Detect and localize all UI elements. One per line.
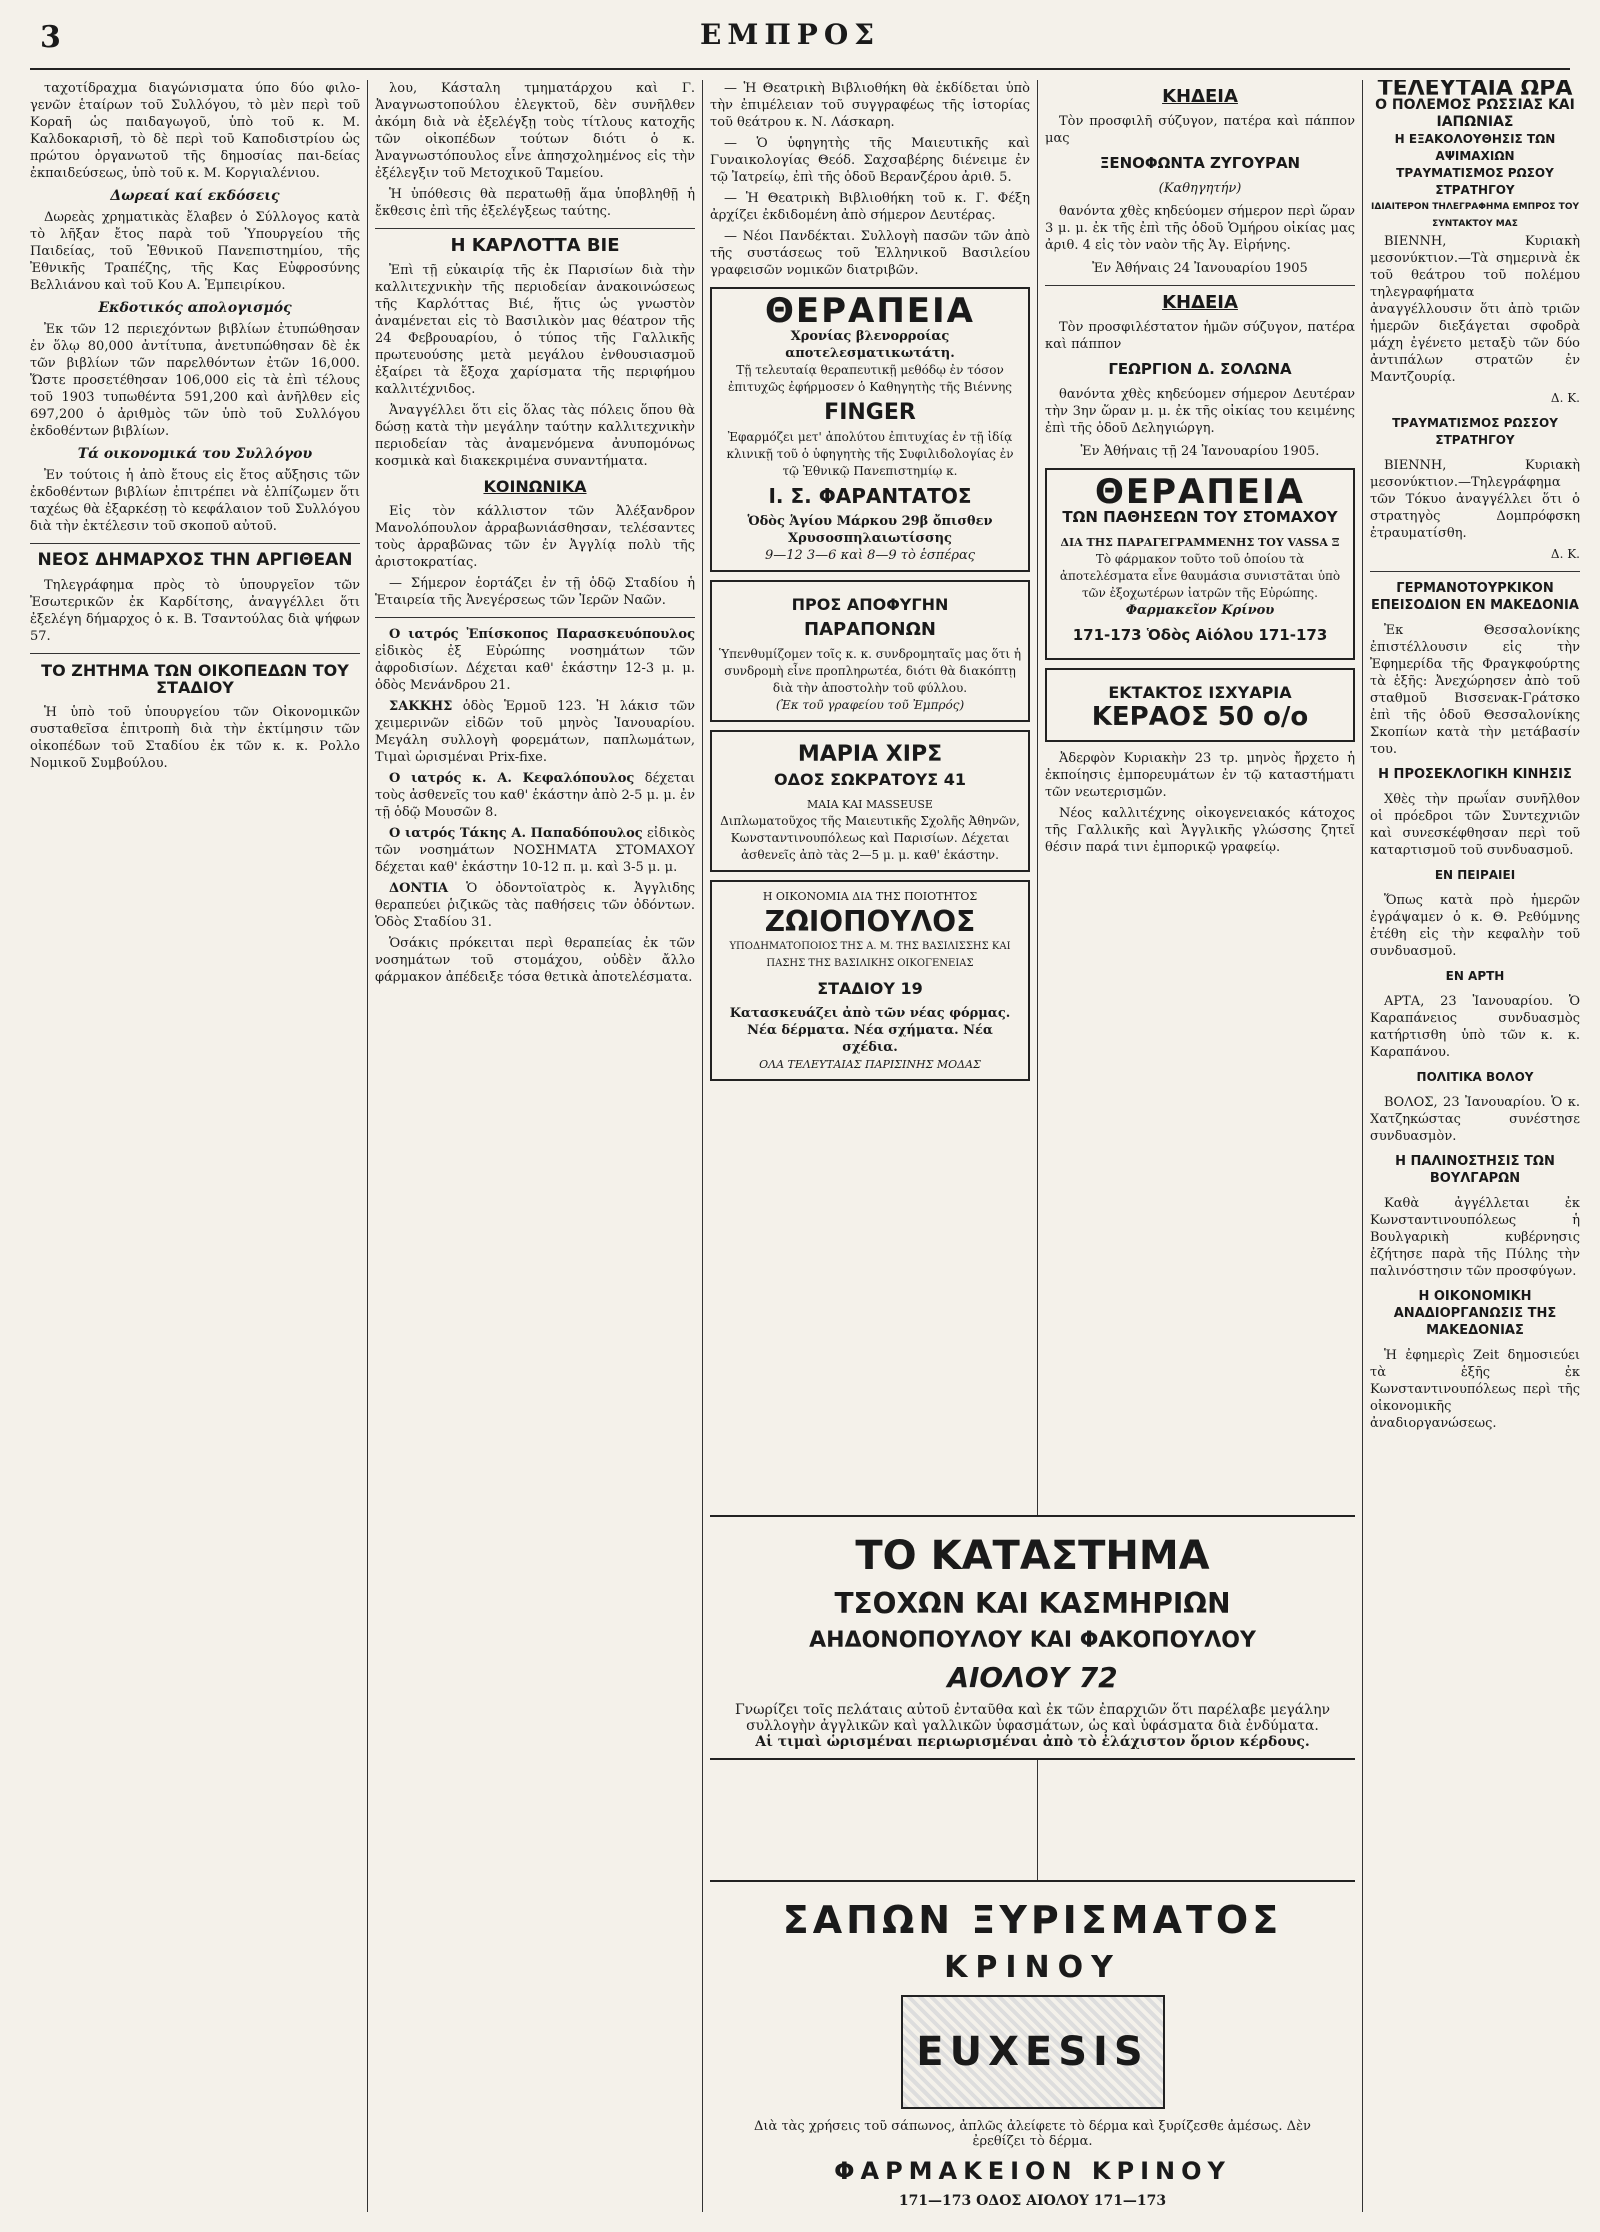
- notice-name: ΞΕΝΟΦΩΝΤΑ ΖΥΓΟΥΡΑΝ: [1099, 154, 1301, 172]
- advertisement-notice: ΠΡΟΣ ΑΠΟΦΥΓΗΝ ΠΑΡΑΠΟΝΩΝ Ὑπενθυμίζομεν τοῖς κ. κ. συνδρομηταῖς μας ὅτι ἡ συνδρομὴ εἶνε προπληρωτέα, διότι θὰ διακόπτῃ διὰ τὴν ἀποστολὴν τοῦ φύλλου. (Ἐκ τοῦ γραφείου τοῦ Ἐμπρός): [710, 580, 1030, 722]
- notice-date: Ἐν Ἀθήναις 24 Ἰανουαρίου 1905: [1092, 261, 1308, 276]
- column-1: [30, 80, 360, 2212]
- article-paragraph: ταχοτίδραχμα διαγώνισματα ύπο δύο φιλο-γενῶν ἑταίρων τοῦ Συλλόγου, τὸ μὲν περὶ τοῦ Κοραῆ ὡς παιδαγωγοῦ, ὑπὸ τοῦ κ. Μ. Καλδοκαρισῆ, τὸ δὲ περὶ τοῦ Καποδιστρίου ὡς πρώτου ὀργανωτοῦ τῆς δημοσίας παι-δείας ἐκπαιδεύσεως, ὑπὸ τοῦ κ. Μ. Κοργιαλένιου.: [30, 81, 360, 181]
- article-headline: ΕΝ ΠΕΙΡΑΙΕΙ: [1434, 868, 1516, 882]
- classified-ad: Ο ιατρός κ. Α. Κεφαλόπουλος δέχεται τοὺς ἀσθενεῖς του καθ' ἑκάστην ἀπὸ 2-5 μ. μ. ἐν τῇ ὁδῷ Μουσῶν 8.: [375, 771, 695, 820]
- notice-paragraph: Τὸν προσφιλῆ σύζυγον, πατέρα καὶ πάππον μας: [1045, 114, 1355, 146]
- notice-name: ΓΕΩΡΓΙΟΝ Δ. ΣΟΛΩΝΑ: [1108, 360, 1292, 378]
- classified-ad: Ο ιατρός Ἐπίσκοπος Παρασκευόπουλος εἰδικὸς ἐξ Εὐρώπης νοσημάτων τῶν ἀφροδισίων. Δέχεται καθ' ἑκάστην 12-3 μ. μ. ὁδὸς Μενάνδρου 21.: [375, 627, 695, 693]
- signature: Δ. Κ.: [1550, 547, 1580, 561]
- article-paragraph: Ἡ ὑπόθεσις θὰ περατωθῇ ἅμα ὑποβληθῇ ἡ ἔκθεσις ἐπὶ τῆς ἐξελέγξεως ταύτης.: [375, 187, 695, 219]
- article-headline: ΠΟΛΙΤΙΚΑ ΒΟΛΟΥ: [1416, 1070, 1534, 1084]
- notice-paragraph: Τὸν προσφιλέστατον ἡμῶν σύζυγον, πατέρα καὶ πάππον: [1045, 320, 1355, 352]
- notice-paragraph: θανόντα χθὲς κηδεύομεν σήμερον Δευτέραν τὴν 3ην ὥραν μ. μ. ἐκ τῆς οἰκίας του κειμένης ἐπὶ τῆς ὁδοῦ Δεληγιώργη.: [1045, 387, 1355, 436]
- article-paragraph: Ἀδερφὸν Κυριακὴν 23 τρ. μηνὸς ἤρχετο ἡ ἐκποίησις ἐμπορευμάτων ἐν τῷ καταστήματι τῶν νεωτερισμῶν.: [1045, 751, 1355, 800]
- column-divider: [702, 80, 703, 2212]
- advertisement-stomach: ΘΕΡΑΠΕΙΑ ΤΩΝ ΠΑΘΗΣΕΩΝ ΤΟΥ ΣΤΟΜΑΧΟΥ ΔΙΑ ΤΗΣ ΠΑΡΑΓΕΓΡΑΜΜΕΝΗΣ ΤΟΥ VASSA Ξ Τὸ φάρμακον τοῦτο τοῦ ὁποίου τὰ ἀποτελέσματα εἶνε θαυμάσια συνιστᾶται ὑπὸ τῶν ἐξοχωτέρων ἰατρῶν τῆς Εὐρώπης. Φαρμακεῖον Κρίνου 171-173 Ὁδὸς Αἰόλου 171-173: [1045, 468, 1355, 660]
- advertisement-shaving-soap: ΣΑΠΩΝ ΞΥΡΙΣΜΑΤΟΣ ΚΡΙΝΟΥ EUXESIS Διὰ τὰς χρήσεις τοῦ σάπωνος, ἀπλῶς ἀλείφετε τὸ δέρμα καὶ ξυρίζεσθε ἀμέσως. Δὲν ἐρεθίζει τὸ δέρμα. ΦΑΡΜΑΚΕΙΟΝ ΚΡΙΝΟΥ 171—173 ΟΔΟΣ ΑΙΟΛΟΥ 171—173: [710, 1880, 1355, 2217]
- article-paragraph: — Ὁ ὑφηγητὴς τῆς Μαιευτικῆς καὶ Γυναικολογίας Θεόδ. Σαχσαβέρης διένειμε ἐν τῷ Ἰατρείῳ, ἐπὶ τῆς ὁδοῦ Βερανζέρου ἀριθ. 5.: [710, 136, 1030, 185]
- article-paragraph: λου, Κάσταλη τμηματάρχου καὶ Γ. Ἀναγνωστοπούλου ἐλεγκτοῦ, δὲν συνῆλθεν ἀκόμη διὰ νὰ ἐξελέγξῃ τοὺς τίτλους κατοχῆς τῶν οἰκοπέδων τούτων διότι ὁ κ. Ἀναγνωστόπουλος εἶνε ἀπησχολημένος εἰς τὴν ἐξέλεγξιν τοῦ Μετοχικοῦ Ταμείου.: [375, 81, 695, 181]
- notice-heading: ΚΗΔΕΙΑ: [1162, 86, 1238, 107]
- column-5: [1370, 80, 1580, 2212]
- advertisement-midwife: ΜΑΡΙΑ ΧΙΡΣ ΟΔΟΣ ΣΩΚΡΑΤΟΥΣ 41 ΜΑΙΑ ΚΑΙ MASSEUSE Διπλωματοῦχος τῆς Μαιευτικῆς Σχολῆς Ἀθηνῶν, Κωνσταντινουπόλεως καὶ Παρισίων. Δέχεται ἀσθενεῖς ἀπὸ τὰς 2—5 μ. μ. καθ' ἑκάστην.: [710, 730, 1030, 872]
- column-2: [375, 80, 695, 2212]
- article-paragraph: Ἀναγγέλλει ὅτι εἰς ὅλας τὰς πόλεις ὅπου θὰ δώσῃ κατὰ τὴν μεγάλην ταύτην καλλιτεχνικὴν περιοδείαν τὰς ἀναμενόμενα ἀνυπομόνως κοσμικὰ καὶ διακεκριμένα συναντήματα.: [375, 403, 695, 469]
- article-headline: Η ΠΡΟΣΕΚΛΟΓΙΚΗ ΚΙΝΗΣΙΣ: [1378, 767, 1572, 782]
- advertisement-fabric-store: ΤΟ ΚΑΤΑΣΤΗΜΑ ΤΣΟΧΩΝ ΚΑΙ ΚΑΣΜΗΡΙΩΝ ΑΗΔΟΝΟΠΟΥΛΟΥ ΚΑΙ ΦΑΚΟΠΟΥΛΟΥ ΑΙΟΛΟΥ 72 Γνωρίζει τοῖς πελάταις αὐτοῦ ἐνταῦθα καὶ ἐκ τῶν ἐπαρχιῶν ὅτι παρέλαβε μεγάλην συλλογὴν ἀγγλικῶν καὶ γαλλικῶν ὑφασμάτων, ὡς καὶ ὑφάσματα διὰ ἐνδύματα. Αἱ τιμαὶ ὡρισμέναι περιωρισμέναι ἀπὸ τὸ ἐλάχιστον ὅριον κέρδους.: [710, 1515, 1355, 1760]
- article-paragraph: Εἰς τὸν κάλλιστον τῶν Ἀλέξανδρον Μανολόπουλον ἀρραβωνιάσθησαν, τελέσαντες τοὺς ἀρραβῶνας τῶν ἐν Ἀγγλίᾳ πολὺ τῆς ἀριστοκρατίας.: [375, 504, 695, 570]
- article-paragraph: ΒΙΕΝΝΗ, Κυριακὴ μεσονύκτιον.—Τηλεγράφημα τῶν Τόκυο ἀναγγέλλει ὅτι ὁ στρατηγὸς Δομπρόφσκη ἐτραυματίσθη.: [1370, 458, 1580, 541]
- article-headline: ΓΕΡΜΑΝΟΤΟΥΡΚΙΚΟΝ ΕΠΕΙΣΟΔΙΟΝ ΕΝ ΜΑΚΕΔΟΝΙΑ: [1371, 581, 1579, 613]
- article-headline: ΕΝ ΑΡΤΗ: [1445, 969, 1505, 983]
- banner-headline: Η ΕΞΑΚΟΛΟΥΘΗΣΙΣ ΤΩΝ ΑΨΙΜΑΧΙΩΝ: [1394, 132, 1556, 163]
- page-number: 3: [40, 20, 61, 55]
- article-headline: ΤΟ ΖΗΤΗΜΑ ΤΩΝ ΟΙΚΟΠΕΔΩΝ ΤΟΥ ΣΤΑΔΙΟΥ: [41, 661, 349, 697]
- divider: [375, 228, 695, 229]
- article-headline: ΤΡΑΥΜΑΤΙΣΜΟΣ ΡΩΣΣΟΥ ΣΤΡΑΤΗΓΟΥ: [1392, 416, 1558, 447]
- banner-headline: Ο ΠΟΛΕΜΟΣ ΡΩΣΣΙΑΣ ΚΑΙ ΙΑΠΩΝΙΑΣ: [1375, 97, 1575, 130]
- advertisement-therapy: ΘΕΡΑΠΕΙΑ Χρονίας βλενορροίας αποτελεσματικωτάτη. Τῇ τελευταίᾳ θεραπευτικῇ μεθόδῳ ἐν τόσον ἐπιτυχῶς ἐφήρμοσεν ὁ Καθηγητὴς τῆς Βιέννης FINGER Ἐφαρμόζει μετ' ἀπολύτου ἐπιτυχίας ἐν τῇ ἰδίᾳ κλινικῇ τοῦ ὁ ὑφηγητὴς τῆς Συφιλιδολογίας ἐν τῷ Ἐθνικῷ Πανεπιστημίῳ κ. Ι. Σ. ΦΑΡΑΝΤΑΤΟΣ Ὁδὸς Ἁγίου Μάρκου 29β ὄπισθεν Χρυσοσπηλαιωτίσσης 9—12 3—6 καὶ 8—9 τὸ ἑσπέρας: [710, 287, 1030, 572]
- notice-paragraph: θανόντα χθὲς κηδεύομεν σήμερον περὶ ὥραν 3 μ. μ. ἐκ τῆς ἐπὶ τῆς ὁδοῦ Ὁμήρου οἰκίας μας ἀριθ. 4 εἰς τὸν ναὸν τῆς Ἁγ. Εἰρήνης.: [1045, 204, 1355, 253]
- notice-heading: ΚΗΔΕΙΑ: [1162, 292, 1238, 313]
- banner-subtitle: ΙΔΙΑΙΤΕΡΟΝ ΤΗΛΕΓΡΑΦΗΜΑ ΕΜΠΡΟΣ ΤΟΥ ΣΥΝΤΑΚΤΟΥ ΜΑΣ: [1371, 202, 1579, 229]
- article-paragraph: Ὅπως κατὰ πρὸ ἡμερῶν ἐγράψαμεν ὁ κ. Θ. Ρεθύμνης ἐτέθη εἰς τὴν κεφαλὴν τοῦ συνδυασμοῦ.: [1370, 893, 1580, 959]
- divider: [1370, 571, 1580, 572]
- article-paragraph: ΑΡΤΑ, 23 Ἰανουαρίου. Ὁ Καραπάνειος συνδυασμὸς κατήρτισθη ὑπὸ τῶν κ. κ. Καραπάνου.: [1370, 994, 1580, 1060]
- article-paragraph: — Ἡ Θεατρικὴ Βιβλιοθήκη τοῦ κ. Γ. Φέξη ἀρχίζει ἐκδιδομένη ἀπὸ σήμερον Δευτέρας.: [710, 191, 1030, 223]
- classified-ad: ΔΟΝΤΙΑ Ὁ ὀδοντοϊατρὸς κ. Ἀγγλιδης θεραπεύει ῥιζικῶς τὰς παθήσεις τῶν ὀδόντων. Ὁδὸς Σταδίου 31.: [375, 881, 695, 930]
- article-paragraph: Ἐκ Θεσσαλονίκης ἐπιστέλλουσιν εἰς τὴν Ἐφημερίδα τῆς Φραγκφούρτης τὰ ἑξῆς: Ἀνεχώρησεν ἀπὸ τοῦ σταθμοῦ Βισσενακ-Γράτσκο ἐπὶ τῆς ὁδοῦ Θεσσαλονίκης Σκοπίων κατὰ τὴν μετάβασίν του.: [1370, 623, 1580, 757]
- section-heading: Εκδοτικός απολογισμός: [98, 300, 292, 316]
- article-paragraph: — Ἡ Θεατρικὴ Βιβλιοθήκη θὰ ἐκδίδεται ὑπὸ τὴν ἐπιμέλειαν τοῦ συγγραφέως τῆς ἱστορίας τοῦ θεάτρου κ. Ν. Λάσκαρη.: [710, 81, 1030, 130]
- article-paragraph: Ἐπὶ τῇ εὐκαιρίᾳ τῆς ἐκ Παρισίων διὰ τὴν καλλιτεχνικὴν τῆς περιοδείαν ἀνακοινώσεως τῆς Καρλόττας Βιέ, ἥτις ὡς γνωστὸν ἀναμένεται εἰς τὸ Βασιλικὸν μας θέατρον τῆς 24 Φεβρουαρίου, ὁ τύπος τῆς Γαλλικῆς πρωτευούσης μετὰ μεγάλου ἐνθουσιασμοῦ ἐξαίρει τὰ ἔξοχα χαρίσματα τῆς περιφήμου καλλιτέχνιδος.: [375, 263, 695, 397]
- article-paragraph: Ἡ ἐφημερὶς Zeit δημοσιεύει τὰ ἑξῆς ἐκ Κωνσταντινουπόλεως περὶ τῆς οἰκονομικῆς ἀναδιοργανώσεως.: [1370, 1348, 1580, 1431]
- masthead-title: ΕΜΠΡΟΣ: [700, 18, 881, 51]
- header-rule: [30, 68, 1570, 70]
- column-divider: [367, 80, 368, 2212]
- article-paragraph: — Σήμερον ἑορτάζει ἐν τῇ ὁδῷ Σταδίου ἡ Ἑταιρεία τῆς Ἀνεγέρσεως τῶν Ἱερῶν Ναῶν.: [375, 576, 695, 608]
- banner-title: ΤΕΛΕΥΤΑΙΑ ΩΡΑ: [1377, 80, 1573, 101]
- article-paragraph: Τηλεγράφημα πρὸς τὸ ὑπουργεῖον τῶν Ἐσωτερικῶν ἐκ Καρδίτσης, ἀναγγέλλει ὅτι ἐξελέγη δήμαρχος ὁ κ. Β. Τσαντούλας διὰ ψήφων 57.: [30, 578, 360, 644]
- article-paragraph: Ὁσάκις πρόκειται περὶ θεραπείας ἐκ τῶν νοσημάτων τοῦ στομάχου, οὐδὲν ἄλλο φάρμακον ἀπέδειξε τόσα θετικὰ ἀποτελέσματα.: [375, 936, 695, 985]
- article-paragraph: Δωρεὰς χρηματικὰς ἔλαβεν ὁ Σύλλογος κατὰ τὸ λῆξαν ἔτος παρὰ τοῦ Ὑπουργείου τῆς Παιδείας, τοῦ Ἐθνικοῦ Πανεπιστημίου, τῆς Ἐθνικῆς Τραπέζης, τῆς Κας Εὐφροσύνης Βελλιάνου καὶ τοῦ Κου Α. Ἐμπειρίκου.: [30, 210, 360, 293]
- divider: [30, 543, 360, 544]
- notice-date: Ἐν Ἀθήναις τῇ 24 Ἰανουαρίου 1905.: [1080, 444, 1320, 459]
- section-heading: Δωρεαί καί εκδόσεις: [110, 188, 280, 204]
- advertisement-sale: ΕΚΤΑΚΤΟΣ ΙΣΧΥΑΡΙΑ ΚΕΡΑΟΣ 50 ο/ο: [1045, 668, 1355, 742]
- article-paragraph: ΒΙΕΝΝΗ, Κυριακὴ μεσονύκτιον.—Τὰ σημερινὰ ἐκ τοῦ θεάτρου τοῦ πολέμου τηλεγραφήματα ἀναγγέλλουσιν ὅτι ἀπὸ τριῶν ἡμερῶν διεξάγεται σφοδρὰ μάχη ἐγένετο μεταξὺ τῶν δύο ἀντιπάλων στρατῶν ἐν Μαντζουρίᾳ.: [1370, 234, 1580, 385]
- classified-ad: ΣΑΚΚΗΣ ὁδὸς Ἑρμοῦ 123. Ἡ λάκισ τῶν χειμερινῶν εἰδῶν τοῦ μηνὸς Ἰανουαρίου. Μεγάλη συλλογὴ φορεμάτων, παπλωμάτων, Τιμαὶ ὡρισμέναι Prix-fixe.: [375, 699, 695, 765]
- soap-tube-logo: EUXESIS: [901, 1995, 1165, 2109]
- article-paragraph: ΒΟΛΟΣ, 23 Ἰανουαρίου. Ὁ κ. Χατζηκώστας συνέστησε συνδυασμὸν.: [1370, 1095, 1580, 1144]
- article-paragraph: Ἐκ τῶν 12 περιεχόντων βιβλίων ἐτυπώθησαν ἐν ὅλῳ 80,000 ἀντίτυπα, ἀνετυπώθησαν δὲ ἐκ τῶν βιβλίων τῶν παρελθόντων ἐτῶν 16,000. Ὥστε προσετέθησαν 106,000 εἰς τὰ ἐπὶ τέλους τοῦ 1903 τυπωθέντα 591,200 καὶ ἀνῆλθεν εἰς 697,200 ὁ ἀριθμὸς τῶν ὑπὸ τοῦ Συλλόγου ἐκδοθέντων βιβλίων.: [30, 322, 360, 439]
- article-paragraph: Ἐν τούτοις ἡ ἀπὸ ἔτους εἰς ἔτος αὔξησις τῶν ἐκδοθέντων βιβλίων ἐπιτρέπει νὰ ἐλπίζωμεν ὅτι ταχέως θὰ ἐξαρκέσῃ τὸ κεφάλαιον τοῦ Συλλόγου διὰ τὴν ἐκτέλεσιν τοῦ σκοποῦ αὐτοῦ.: [30, 468, 360, 534]
- article-headline: ΝΕΟΣ ΔΗΜΑΡΧΟΣ ΤΗΝ ΑΡΓΙΘΕΑΝ: [37, 550, 353, 570]
- article-headline: Η ΚΑΡΛΟΤΤΑ ΒΙΕ: [450, 235, 620, 256]
- divider: [30, 653, 360, 654]
- article-headline: Η ΟΙΚΟΝΟΜΙΚΗ ΑΝΑΔΙΟΡΓΑΝΩΣΙΣ ΤΗΣ ΜΑΚΕΔΟΝΙΑΣ: [1393, 1289, 1557, 1338]
- notice-subtitle: (Καθηγητήν): [1158, 181, 1242, 196]
- advertisement-shoemaker: Η ΟΙΚΟΝΟΜΙΑ ΔΙΑ ΤΗΣ ΠΟΙΟΤΗΤΟΣ ΖΩΙΟΠΟΥΛΟΣ ΥΠΟΔΗΜΑΤΟΠΟΙΟΣ ΤΗΣ Α. Μ. ΤΗΣ ΒΑΣΙΛΙΣΣΗΣ ΚΑΙ ΠΑΣΗΣ ΤΗΣ ΒΑΣΙΛΙΚΗΣ ΟΙΚΟΓΕΝΕΙΑΣ ΣΤΑΔΙΟΥ 19 Κατασκευάζει ἀπὸ τῶν νέας φόρμας. Νέα δέρματα. Νέα σχήματα. Νέα σχέδια. ΟΛΑ ΤΕΛΕΥΤΑΙΑΣ ΠΑΡΙΣΙΝΗΣ ΜΟΔΑΣ: [710, 880, 1030, 1081]
- article-headline: ΚΟΙΝΩΝΙΚΑ: [483, 477, 587, 496]
- article-paragraph: Καθὰ ἀγγέλλεται ἐκ Κωνσταντινουπόλεως ἡ Βουλγαρικὴ κυβέρνησις ἐζήτησε παρὰ τῆς Πύλης τὴν παλινόστησιν τῶν προσφύγων.: [1370, 1196, 1580, 1279]
- banner-headline: ΤΡΑΥΜΑΤΙΣΜΟΣ ΡΩΣΟΥ ΣΤΡΑΤΗΓΟΥ: [1396, 166, 1554, 197]
- article-headline: Η ΠΑΛΙΝΟΣΤΗΣΙΣ ΤΩΝ ΒΟΥΛΓΑΡΩΝ: [1395, 1154, 1555, 1186]
- article-paragraph: Νέος καλλιτέχνης οἰκογενειακός κάτοχος τῆς Γαλλικῆς καὶ Ἀγγλικῆς γλώσσης ζητεῖ θέσιν παρά τινι ἐμπορικῷ γραφείῳ.: [1045, 806, 1355, 855]
- article-paragraph: — Νέοι Πανδέκται. Συλλογὴ πασῶν τῶν ἀπὸ τῆς συστάσεως τοῦ Ἑλληνικοῦ Βασιλείου γραφεισῶν νομικῶν διατριβῶν.: [710, 229, 1030, 278]
- article-paragraph: Χθὲς τὴν πρωΐαν συνῆλθον οἱ πρόεδροι τῶν Συντεχνιῶν καὶ συνεσκέφθησαν περὶ τοῦ καταρτισμοῦ τοῦ συνδυασμοῦ.: [1370, 792, 1580, 858]
- section-heading: Τά οικονομικά του Συλλόγου: [77, 446, 313, 462]
- classified-ad: Ο ιατρός Τάκης Α. Παπαδόπουλος εἰδικὸς τῶν νοσημάτων ΝΟΣΗΜΑΤΑ ΣΤΟΜΑΧΟΥ δέχεται καθ' ἑκάστην 10-12 π. μ. καὶ 3-5 μ. μ.: [375, 826, 695, 875]
- divider: [375, 617, 695, 618]
- signature: Δ. Κ.: [1550, 391, 1580, 405]
- article-paragraph: Ἡ ὑπὸ τοῦ ὑπουργείου τῶν Οἰκονομικῶν συσταθεῖσα ἐπιτροπὴ διὰ τὴν ἐκτίμησιν τῶν οἰκοπέδων τοῦ Σταδίου ἐκ τῶν κ. κ. Ρολλο Νομικοῦ Συμβούλου.: [30, 705, 360, 771]
